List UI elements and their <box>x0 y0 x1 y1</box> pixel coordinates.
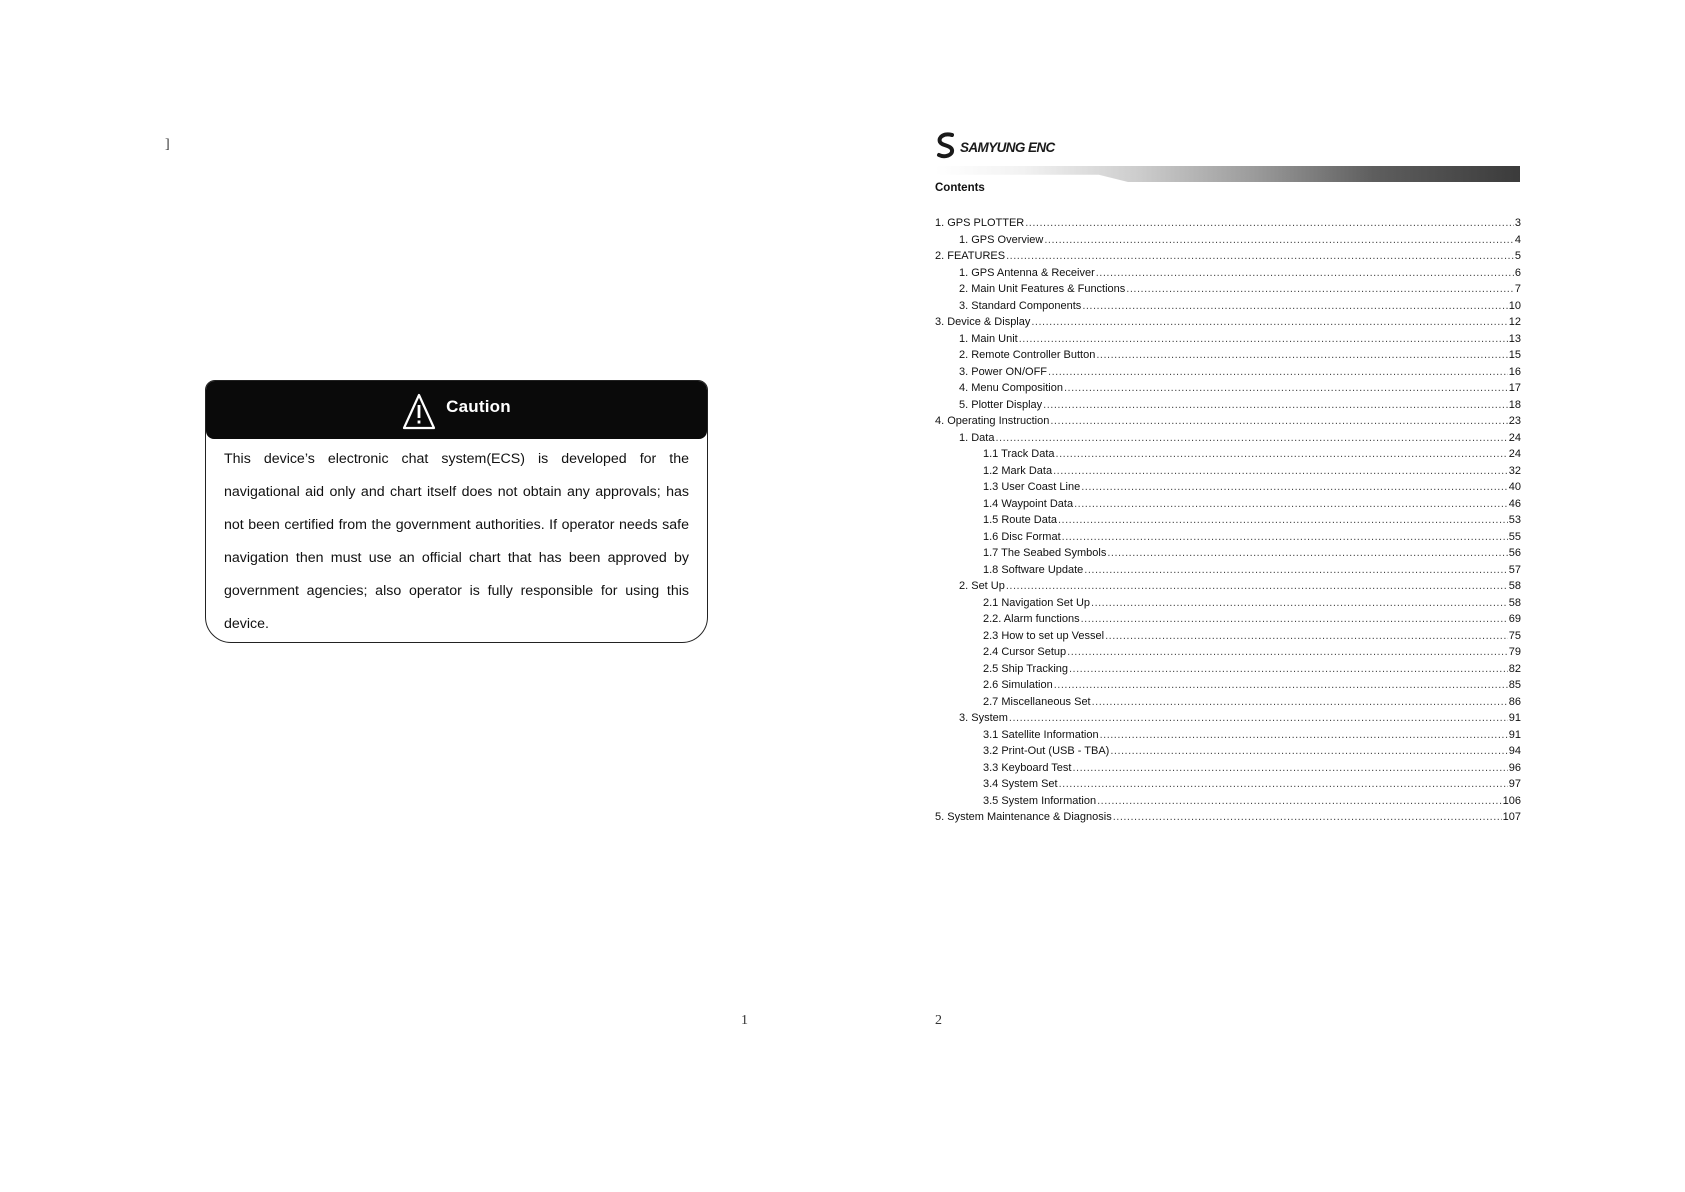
toc-entry-title: 1. Data <box>959 431 995 444</box>
toc-entry-title: 2. Main Unit Features & Functions <box>959 283 1126 295</box>
toc-entry[interactable] <box>935 644 1521 661</box>
toc-entry[interactable] <box>935 793 1521 810</box>
corner-mark: ] <box>165 137 170 152</box>
toc-entry[interactable] <box>935 545 1521 562</box>
toc-dot-leader <box>1069 661 1508 678</box>
toc-entry[interactable] <box>935 760 1521 777</box>
toc-entry-page: 106 <box>1502 794 1521 807</box>
toc-dot-leader <box>1091 595 1508 612</box>
toc-entry-title: 3. Power ON/OFF <box>959 365 1048 378</box>
toc-entry-title: 3. Device & Display <box>935 316 1031 328</box>
toc-entry-title: 3. System <box>959 712 1008 724</box>
right-page <box>842 0 1685 1192</box>
toc-entry-title: 3.3 Keyboard Test <box>983 761 1072 774</box>
toc-dot-leader <box>1031 314 1507 331</box>
toc-dot-leader <box>1059 776 1508 793</box>
toc-entry-page: 5 <box>1514 250 1521 262</box>
toc-entry[interactable] <box>935 776 1521 793</box>
toc-entry-title: 4. Menu Composition <box>959 382 1063 394</box>
toc-entry[interactable] <box>935 331 1521 348</box>
brand <box>935 132 1055 162</box>
left-page <box>0 0 842 1192</box>
toc-entry[interactable] <box>935 364 1521 381</box>
brand-name: SAMYUNG ENC <box>960 139 1055 155</box>
toc-dot-leader <box>1062 529 1508 546</box>
toc-entry[interactable] <box>935 529 1521 546</box>
toc-entry-title: 1.6 Disc Format <box>983 530 1061 543</box>
toc-dot-leader <box>1025 215 1514 232</box>
toc-entry-title: 5. Plotter Display <box>959 398 1043 411</box>
toc-entry-title: 2.2. Alarm functions <box>983 613 1080 625</box>
header-band <box>935 166 1520 182</box>
toc-entry-page: 46 <box>1508 497 1521 510</box>
toc-entry-title: 4. Operating Instruction <box>935 415 1050 427</box>
toc-entry[interactable] <box>935 694 1521 711</box>
toc-entry-page: 24 <box>1508 431 1521 444</box>
toc-dot-leader <box>1081 611 1508 628</box>
toc-entry-title: 1.7 The Seabed Symbols <box>983 547 1107 559</box>
toc-entry-page: 107 <box>1502 811 1521 823</box>
toc-entry-page: 3 <box>1514 217 1521 229</box>
caution-header <box>206 381 707 439</box>
table-of-contents <box>935 215 1521 826</box>
toc-entry-title: 3.5 System Information <box>983 794 1097 807</box>
toc-entry[interactable] <box>935 347 1521 364</box>
toc-entry-page: 75 <box>1508 629 1521 642</box>
toc-entry[interactable] <box>935 479 1521 496</box>
toc-dot-leader <box>1006 578 1508 595</box>
toc-dot-leader <box>1048 364 1508 381</box>
toc-entry-page: 56 <box>1508 547 1521 559</box>
toc-entry-page: 55 <box>1508 530 1521 543</box>
toc-entry[interactable] <box>935 446 1521 463</box>
toc-dot-leader <box>1097 793 1502 810</box>
toc-dot-leader <box>1053 463 1508 480</box>
toc-entry[interactable] <box>935 413 1521 430</box>
toc-dot-leader <box>1096 347 1507 364</box>
warning-triangle-icon <box>402 393 436 431</box>
toc-dot-leader <box>1044 232 1514 249</box>
toc-entry[interactable] <box>935 809 1521 826</box>
caution-text: This device’s electronic chat system(ECS) is developed for the navigational aid only and chart itself does not obtain any approvals; has not been certified from the government authorities. If operator needs safe navigation then must use an official chart that has been approved by government agencies; also operator is fully responsible for using this device. <box>224 451 689 632</box>
toc-entry-title: 1. GPS PLOTTER <box>935 217 1025 229</box>
toc-entry[interactable] <box>935 611 1521 628</box>
toc-entry-page: 13 <box>1508 332 1521 345</box>
toc-entry-page: 18 <box>1508 398 1521 411</box>
toc-entry-title: 2.4 Cursor Setup <box>983 646 1067 658</box>
toc-entry-page: 79 <box>1508 646 1521 658</box>
toc-entry-title: 5. System Maintenance & Diagnosis <box>935 811 1112 823</box>
toc-entry-page: 85 <box>1508 679 1521 691</box>
toc-entry-page: 16 <box>1508 365 1521 378</box>
toc-dot-leader <box>1081 479 1508 496</box>
toc-entry-title: 3.4 System Set <box>983 778 1058 790</box>
toc-dot-leader <box>1082 298 1507 315</box>
toc-dot-leader <box>1056 446 1508 463</box>
toc-entry-page: 96 <box>1508 761 1521 774</box>
toc-dot-leader <box>1107 545 1507 562</box>
toc-entry[interactable] <box>935 232 1521 249</box>
toc-entry[interactable] <box>935 727 1521 744</box>
toc-entry[interactable] <box>935 628 1521 645</box>
toc-dot-leader <box>1110 743 1507 760</box>
toc-entry-title: 1.2 Mark Data <box>983 464 1053 477</box>
caution-title: Caution <box>446 397 511 416</box>
toc-entry-page: 53 <box>1508 514 1521 526</box>
toc-entry-page: 94 <box>1508 745 1521 757</box>
toc-dot-leader <box>1072 760 1507 777</box>
toc-entry[interactable] <box>935 430 1521 447</box>
toc-dot-leader <box>1043 397 1508 414</box>
toc-entry-page: 57 <box>1508 563 1521 576</box>
toc-entry-page: 58 <box>1508 596 1521 609</box>
page-number: 2 <box>935 1013 942 1028</box>
toc-entry-title: 1.4 Waypoint Data <box>983 497 1074 510</box>
toc-dot-leader <box>1100 727 1508 744</box>
toc-dot-leader <box>1058 512 1508 529</box>
toc-dot-leader <box>1050 413 1507 430</box>
toc-entry[interactable] <box>935 562 1521 579</box>
toc-entry-title: 2.5 Ship Tracking <box>983 662 1068 675</box>
toc-entry[interactable] <box>935 661 1521 678</box>
toc-entry-title: 2. Remote Controller Button <box>959 349 1096 361</box>
toc-entry[interactable] <box>935 512 1521 529</box>
toc-entry-title: 1.1 Track Data <box>983 448 1055 460</box>
toc-entry-title: 3.2 Print-Out (USB - TBA) <box>983 745 1110 757</box>
toc-entry-page: 40 <box>1508 481 1521 493</box>
toc-entry-title: 1.8 Software Update <box>983 563 1084 576</box>
toc-entry-page: 82 <box>1508 662 1521 675</box>
page-number: 1 <box>741 1013 748 1028</box>
toc-dot-leader <box>1054 677 1508 694</box>
toc-entry[interactable] <box>935 298 1521 315</box>
toc-entry-title: 2.3 How to set up Vessel <box>983 629 1105 642</box>
toc-dot-leader <box>1126 281 1514 298</box>
toc-entry[interactable] <box>935 677 1521 694</box>
toc-entry-page: 12 <box>1508 316 1521 328</box>
toc-entry-page: 6 <box>1514 266 1521 279</box>
toc-entry[interactable] <box>935 496 1521 513</box>
toc-dot-leader <box>1006 248 1514 265</box>
toc-entry-page: 86 <box>1508 695 1521 708</box>
toc-dot-leader <box>1067 644 1508 661</box>
toc-entry-page: 32 <box>1508 464 1521 477</box>
toc-entry-title: 1. GPS Overview <box>959 233 1044 246</box>
toc-entry[interactable] <box>935 463 1521 480</box>
toc-entry-page: 4 <box>1514 233 1521 246</box>
toc-dot-leader <box>1064 380 1508 397</box>
toc-entry-title: 1.3 User Coast Line <box>983 481 1081 493</box>
toc-entry-title: 1.5 Route Data <box>983 514 1057 526</box>
toc-entry[interactable] <box>935 578 1521 595</box>
toc-entry-title: 3. Standard Components <box>959 299 1082 312</box>
toc-entry-page: 97 <box>1508 778 1521 790</box>
toc-entry-page: 91 <box>1508 728 1521 741</box>
toc-entry[interactable] <box>935 215 1521 232</box>
toc-entry[interactable] <box>935 397 1521 414</box>
toc-entry-title: 2.6 Simulation <box>983 679 1053 691</box>
toc-dot-leader <box>1092 694 1508 711</box>
toc-entry[interactable] <box>935 281 1521 298</box>
toc-dot-leader <box>1074 496 1508 513</box>
toc-entry-title: 3.1 Satellite Information <box>983 728 1099 741</box>
toc-entry-page: 23 <box>1508 415 1521 427</box>
toc-entry-title: 2.1 Navigation Set Up <box>983 596 1091 609</box>
toc-entry-page: 15 <box>1508 349 1521 361</box>
toc-heading: Contents <box>935 182 985 194</box>
toc-entry[interactable] <box>935 265 1521 282</box>
toc-dot-leader <box>1113 809 1502 826</box>
toc-entry[interactable] <box>935 595 1521 612</box>
samyung-swirl-logo-icon <box>935 131 957 164</box>
toc-entry[interactable] <box>935 314 1521 331</box>
toc-dot-leader <box>1105 628 1508 645</box>
toc-dot-leader <box>1096 265 1514 282</box>
toc-entry[interactable] <box>935 743 1521 760</box>
toc-entry-title: 1. Main Unit <box>959 332 1018 345</box>
toc-entry-page: 7 <box>1514 283 1521 295</box>
toc-entry[interactable] <box>935 380 1521 397</box>
toc-entry-page: 58 <box>1508 580 1521 592</box>
toc-dot-leader <box>1084 562 1507 579</box>
toc-entry[interactable] <box>935 248 1521 265</box>
toc-entry-page: 10 <box>1508 299 1521 312</box>
toc-entry-title: 1. GPS Antenna & Receiver <box>959 266 1095 279</box>
toc-entry-page: 17 <box>1508 382 1521 394</box>
toc-dot-leader <box>1009 710 1508 727</box>
caution-box <box>205 380 708 643</box>
toc-entry-page: 69 <box>1508 613 1521 625</box>
toc-entry-title: 2.7 Miscellaneous Set <box>983 695 1091 708</box>
toc-entry-title: 2. FEATURES <box>935 250 1006 262</box>
toc-entry-page: 24 <box>1508 448 1521 460</box>
toc-dot-leader <box>995 430 1507 447</box>
toc-entry[interactable] <box>935 710 1521 727</box>
toc-entry-title: 2. Set Up <box>959 580 1005 592</box>
toc-entry-page: 91 <box>1508 712 1521 724</box>
toc-dot-leader <box>1019 331 1508 348</box>
